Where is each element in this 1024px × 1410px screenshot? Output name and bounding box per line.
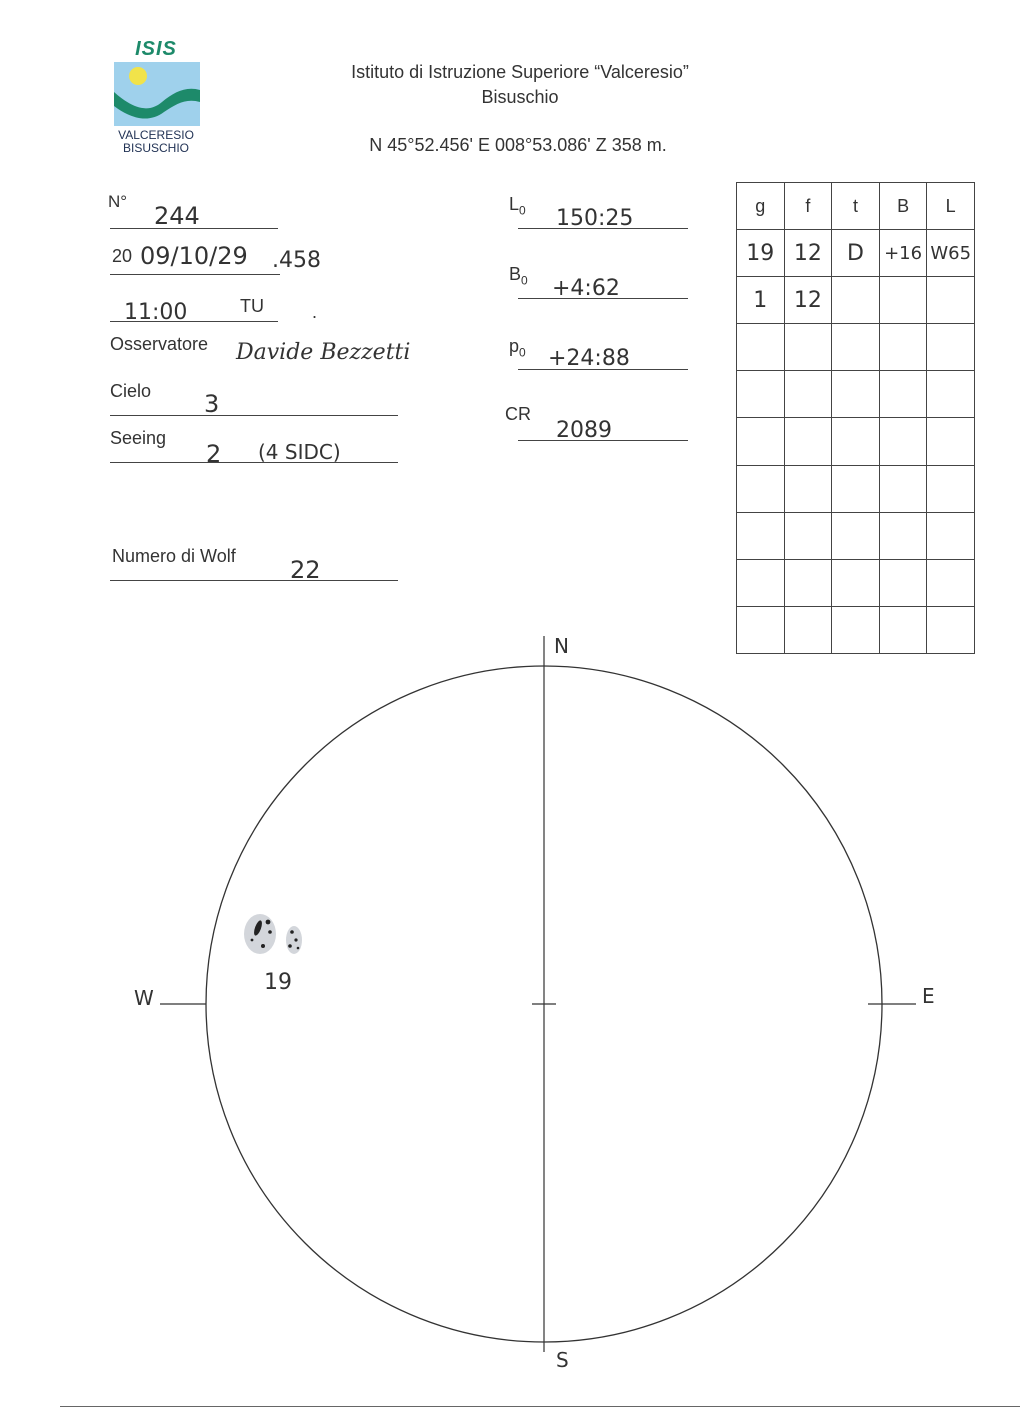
b0-underline <box>518 298 688 299</box>
time-underline <box>110 321 278 322</box>
cell-empty <box>927 277 975 324</box>
cell-empty <box>832 277 880 324</box>
logo-line-1: VALCERESIO <box>118 128 194 142</box>
header-t: t <box>832 183 880 230</box>
b0-value: +4:62 <box>552 276 620 301</box>
seeing-note: (4 SIDC) <box>258 440 341 464</box>
table-row <box>737 230 975 277</box>
cell-b: +16 <box>879 230 927 277</box>
p0-underline <box>518 369 688 370</box>
header-g: g <box>737 183 785 230</box>
observatory-coordinates: N 45°52.456' E 008°53.086' Z 358 m. <box>369 135 667 155</box>
l0-label: $L_0$ <box>509 194 526 218</box>
date-prefix: 20 <box>112 246 133 266</box>
cell-g: 1 <box>737 277 785 324</box>
sky-label: Cielo <box>110 381 152 401</box>
header-l: L <box>927 183 975 230</box>
table-row <box>737 418 975 465</box>
table-row <box>737 465 975 512</box>
sunspot-group-19 <box>244 914 302 954</box>
wolf-label: Numero di Wolf <box>112 546 236 566</box>
header-f: f <box>784 183 832 230</box>
l0-underline <box>518 228 688 229</box>
cr-value: 2089 <box>556 418 612 443</box>
institute-name: Istituto di Istruzione Superiore “Valceresio” <box>351 62 689 82</box>
west-label: W <box>134 986 154 1010</box>
cell-t: D <box>832 230 880 277</box>
table-row <box>737 371 975 418</box>
time-dot: . <box>312 302 318 322</box>
school-logo <box>108 38 204 158</box>
sun-wave-icon <box>114 62 200 126</box>
number-label: N° <box>108 192 128 211</box>
header-b: B <box>879 183 927 230</box>
table-header-row <box>737 183 975 230</box>
seeing-value: 2 <box>206 440 222 468</box>
cell-l: W65 <box>927 230 975 277</box>
cr-underline <box>518 440 688 441</box>
number-value: 244 <box>154 202 200 230</box>
wolf-underline <box>110 580 398 581</box>
sky-value: 3 <box>204 390 220 418</box>
group-label: 19 <box>264 970 292 995</box>
logo-emblem <box>114 62 200 126</box>
p0-label: $p_0$ <box>509 336 526 360</box>
sky-underline <box>110 415 398 416</box>
cell-f: 12 <box>784 230 832 277</box>
institute-town: Bisuschio <box>481 87 559 107</box>
number-underline <box>110 228 278 229</box>
observer-signature: Davide Bezzetti <box>236 340 411 365</box>
cell-g: 19 <box>737 230 785 277</box>
date-value: 09/10/29 <box>140 242 248 270</box>
p0-value: +24:88 <box>548 346 630 371</box>
solar-disk-svg <box>0 630 1024 1390</box>
l0-value: 150:25 <box>556 206 634 231</box>
table-row <box>737 512 975 559</box>
table-row <box>737 277 975 324</box>
cr-label: CR <box>505 404 531 424</box>
date-underline <box>110 274 280 275</box>
north-label: N <box>554 634 569 658</box>
time-value: 11:00 <box>124 300 188 325</box>
table-row <box>737 324 975 371</box>
solar-disk-drawing <box>0 630 1024 1390</box>
table-row <box>737 559 975 606</box>
east-label: E <box>922 984 935 1008</box>
logo-title: ISIS <box>135 38 177 60</box>
date-fraction: .458 <box>272 248 321 273</box>
wolf-value: 22 <box>290 556 321 584</box>
seeing-underline <box>110 462 398 463</box>
seeing-label: Seeing <box>110 428 167 448</box>
cell-f: 12 <box>784 277 832 324</box>
sunspot-group-table <box>736 182 975 654</box>
time-unit: TU <box>240 296 264 316</box>
bottom-edge-line <box>60 1406 1020 1407</box>
south-label: S <box>556 1348 569 1372</box>
logo-line-2: BISUSCHIO <box>122 141 189 155</box>
observer-label: Osservatore <box>110 334 209 354</box>
cell-empty <box>879 277 927 324</box>
b0-label: $B_0$ <box>509 264 528 288</box>
